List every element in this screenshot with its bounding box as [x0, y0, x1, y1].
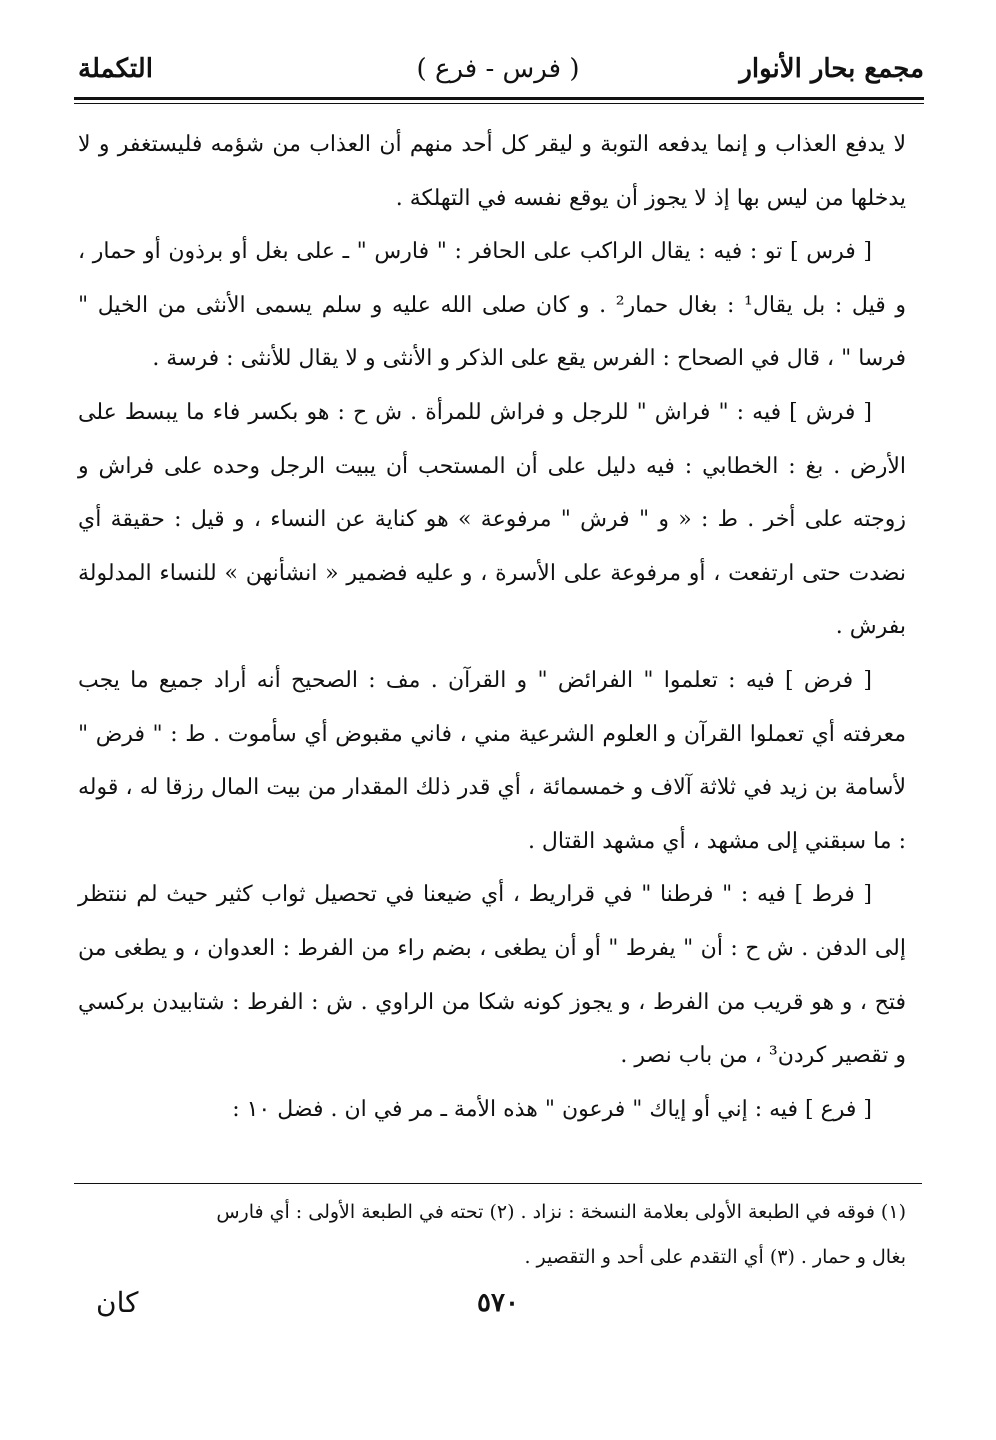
- footnote-line: بغال و حمار . (٣) أي التقدم على أحد و التقصير .: [524, 1246, 906, 1268]
- header-rule-thick: [74, 97, 924, 100]
- entry-farat: [ فرط ] فيه : " فرطنا " في قراريط ، أي ضيعنا في تحصيل ثواب كثير حيث لم ننتظر إلى الدفن . ش ح : أن " يفرط " أو أن يطغى ، بضم راء من الفرط : العدوان ، و يطغى من فتح ، و هو قريب من الفرط ، و يجوز كونه شكا من الراوي . ش : الفرط : شتابيدن بركسي و تقصير كردن³ ، من باب نصر .: [78, 882, 906, 1069]
- running-header: [72, 48, 924, 88]
- main-text: [78, 118, 906, 1178]
- footnotes: [80, 1190, 906, 1280]
- footnote-line: (١) فوقه في الطبعة الأولى بعلامة النسخة : نزاد . (٢) تحته في الطبعة الأولى : أي فارس: [216, 1201, 906, 1223]
- footnote-rule: [74, 1183, 922, 1184]
- entry-faras: [ فرس ] تو : فيه : يقال الراكب على الحافر : " فارس " ـ على بغل أو برذون أو حمار ، و قيل : بل يقال¹ : بغال حمار² . و كان صلى الله عليه و سلم يسمى الأنثى من الخيل " فرسا " ، قال في الصحاح : الفرس يقع على الذكر و الأنثى و لا يقال للأنثى : فرسة .: [78, 239, 906, 372]
- catchword: كان: [96, 1286, 139, 1319]
- paragraph-continuation: لا يدفع العذاب و إنما يدفعه التوبة و ليقر كل أحد منهم أن العذاب من شؤمه فليستغفر و لا يدخلها من ليس بها إذ لا يجوز أن يوقع نفسه في التهلكة .: [78, 132, 906, 211]
- entry-farash: [ فرش ] فيه : " فراش " للرجل و فراش للمرأة . ش ح : هو بكسر فاء ما يبسط على الأرض . بغ : الخطابي : فيه دليل على أن المستحب أن يبيت الرجل وحده على فراش و زوجته على أخر . ط : « و " فرش " مرفوعة » هو كناية عن النساء ، و قيل : حقيقة أي نضدت حتى ارتفعت ، أو مرفوعة على الأسرة ، و عليه فضمير « انشأنهن » للنساء المدلولة بفرش .: [78, 399, 906, 640]
- page-number: ٥٧٠: [477, 1288, 519, 1318]
- entry-fara: [ فرع ] فيه : إني أو إياك " فرعون " هذه الأمة ـ مر في ان . فضل ١٠ :: [232, 1096, 872, 1122]
- entry-range: ( فرس - فرع ): [416, 54, 580, 84]
- entry-farad: [ فرض ] فيه : تعلموا " الفرائض " و القرآن . مف : الصحيح أنه أراد جميع ما يجب معرفته أي تعملوا القرآن و العلوم الشرعية مني ، فاني مقبوض أي سأموت . ط : " فرض " لأسامة بن زيد في ثلاثة آلاف و خمسمائة ، أي قدر ذلك المقدار من بيت المال رزقا له ، قوله : ما سبقني إلى مشهد ، أي مشهد القتال .: [78, 667, 906, 854]
- book-title: مجمع بحار الأنوار: [739, 54, 924, 84]
- section-title: التكملة: [78, 54, 153, 84]
- header-rule-thin: [74, 103, 924, 104]
